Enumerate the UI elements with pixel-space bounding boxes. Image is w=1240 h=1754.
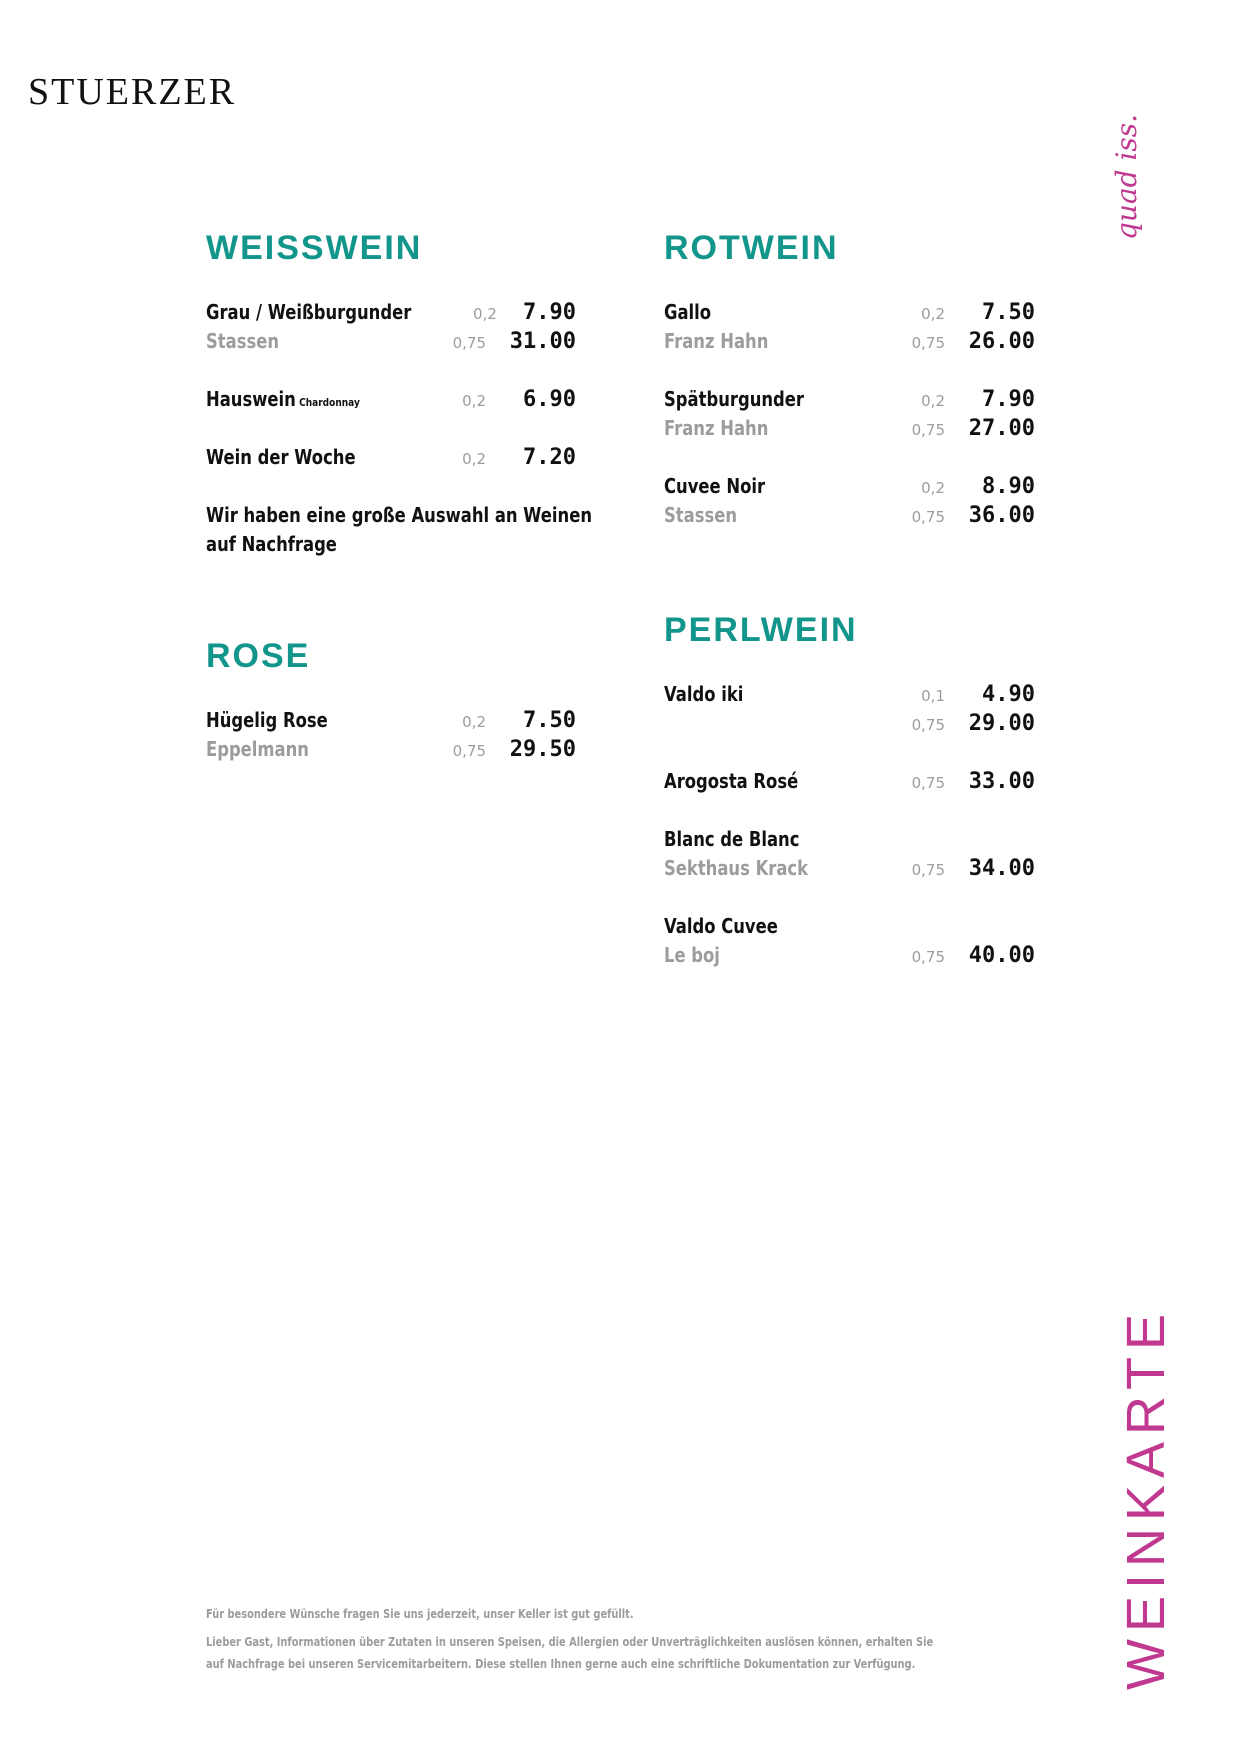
volume: 0,2 [462,392,486,410]
volume: 0,2 [921,305,945,323]
wine-producer: Franz Hahn [664,416,769,440]
price: 8.90 [982,474,1035,499]
wine-name: Spätburgunder [664,387,805,411]
price: 36.00 [968,503,1035,528]
volume: 0,75 [911,861,945,879]
section-title: ROTWEIN [664,229,839,267]
price: 7.50 [523,708,576,733]
volume: 0,2 [462,713,486,731]
wine-name: Hauswein Chardonnay [206,387,360,411]
section-title: ROSE [206,637,311,675]
footer-line: Für besondere Wünsche fragen Sie uns jederzeit, unser Keller ist gut gefüllt. [206,1607,634,1621]
wine-entry [664,767,1035,796]
price: 6.90 [523,387,576,412]
wine-name: Arogosta Rosé [664,769,799,793]
wine-name: Gallo [664,300,712,324]
brand-logo: STUERZER [28,71,237,113]
price: 29.50 [509,737,576,762]
wine-entry [664,680,1035,738]
page-title: WEINKARTE [1116,1306,1176,1690]
wine-producer: Franz Hahn [664,329,769,353]
allergen-notice: Lieber Gast, Informationen über Zutaten in unseren Speisen, die Allergien oder Unverträglichkeiten auslösen können, erhalten Sie auf Nachfrage bei unseren Servicemitarbeitern. Diese stellen Ihnen gerne auch eine schriftliche Dokumentation zur Verfügung. [206,1635,934,1671]
wine-entry [206,706,576,764]
volume: 0,2 [473,305,497,323]
section-perlwein [664,610,1035,999]
wine-entry [664,298,1035,356]
volume: 0,2 [462,450,486,468]
volume: 0,1 [921,687,945,705]
wine-producer: Stassen [664,503,738,527]
wine-producer: Stassen [206,329,280,353]
section-rose [206,636,576,793]
volume: 0,75 [911,948,945,966]
price: 7.20 [523,445,576,470]
section-title: WEISSWEIN [206,229,423,267]
price: 7.90 [523,300,576,325]
price: 34.00 [968,856,1035,881]
wine-entry [664,385,1035,443]
price: 29.00 [968,711,1035,736]
selection-note: Wir haben eine große Auswahl an Weinen auf Nachfrage [206,503,593,556]
section-rotwein [664,228,1035,559]
price: 40.00 [968,943,1035,968]
wine-name: Valdo Cuvee [664,914,778,938]
price: 26.00 [968,329,1035,354]
wine-entry [206,385,576,414]
footer-notes [206,1603,1006,1684]
volume: 0,75 [911,774,945,792]
price: 4.90 [982,682,1035,707]
volume: 0,75 [452,742,486,760]
volume: 0,75 [452,334,486,352]
volume: 0,2 [921,392,945,410]
wine-entry [664,472,1035,530]
wine-name-note: Chardonnay [299,396,360,409]
section-title: PERLWEIN [664,611,858,649]
wine-entry [664,825,1035,883]
wine-producer: Le boj [664,943,720,967]
volume: 0,75 [911,508,945,526]
price: 27.00 [968,416,1035,441]
wine-entry [664,912,1035,970]
volume: 0,75 [911,716,945,734]
wine-name: Valdo iki [664,682,744,706]
wine-producer: Sekthaus Krack [664,856,809,880]
wine-name: Cuvee Noir [664,474,766,498]
wine-entry [206,443,576,472]
price: 33.00 [968,769,1035,794]
price: 31.00 [509,329,576,354]
volume: 0,2 [921,479,945,497]
wine-name: Hügelig Rose [206,708,328,732]
price: 7.90 [982,387,1035,412]
wine-name: Wein der Woche [206,445,356,469]
wine-name: Blanc de Blanc [664,827,800,851]
price: 7.50 [982,300,1035,325]
section-weisswein [206,228,593,559]
wine-entry [206,298,576,356]
volume: 0,75 [911,421,945,439]
volume: 0,75 [911,334,945,352]
wine-name: Grau / Weißburgunder [206,300,412,324]
wine-producer: Eppelmann [206,737,309,761]
